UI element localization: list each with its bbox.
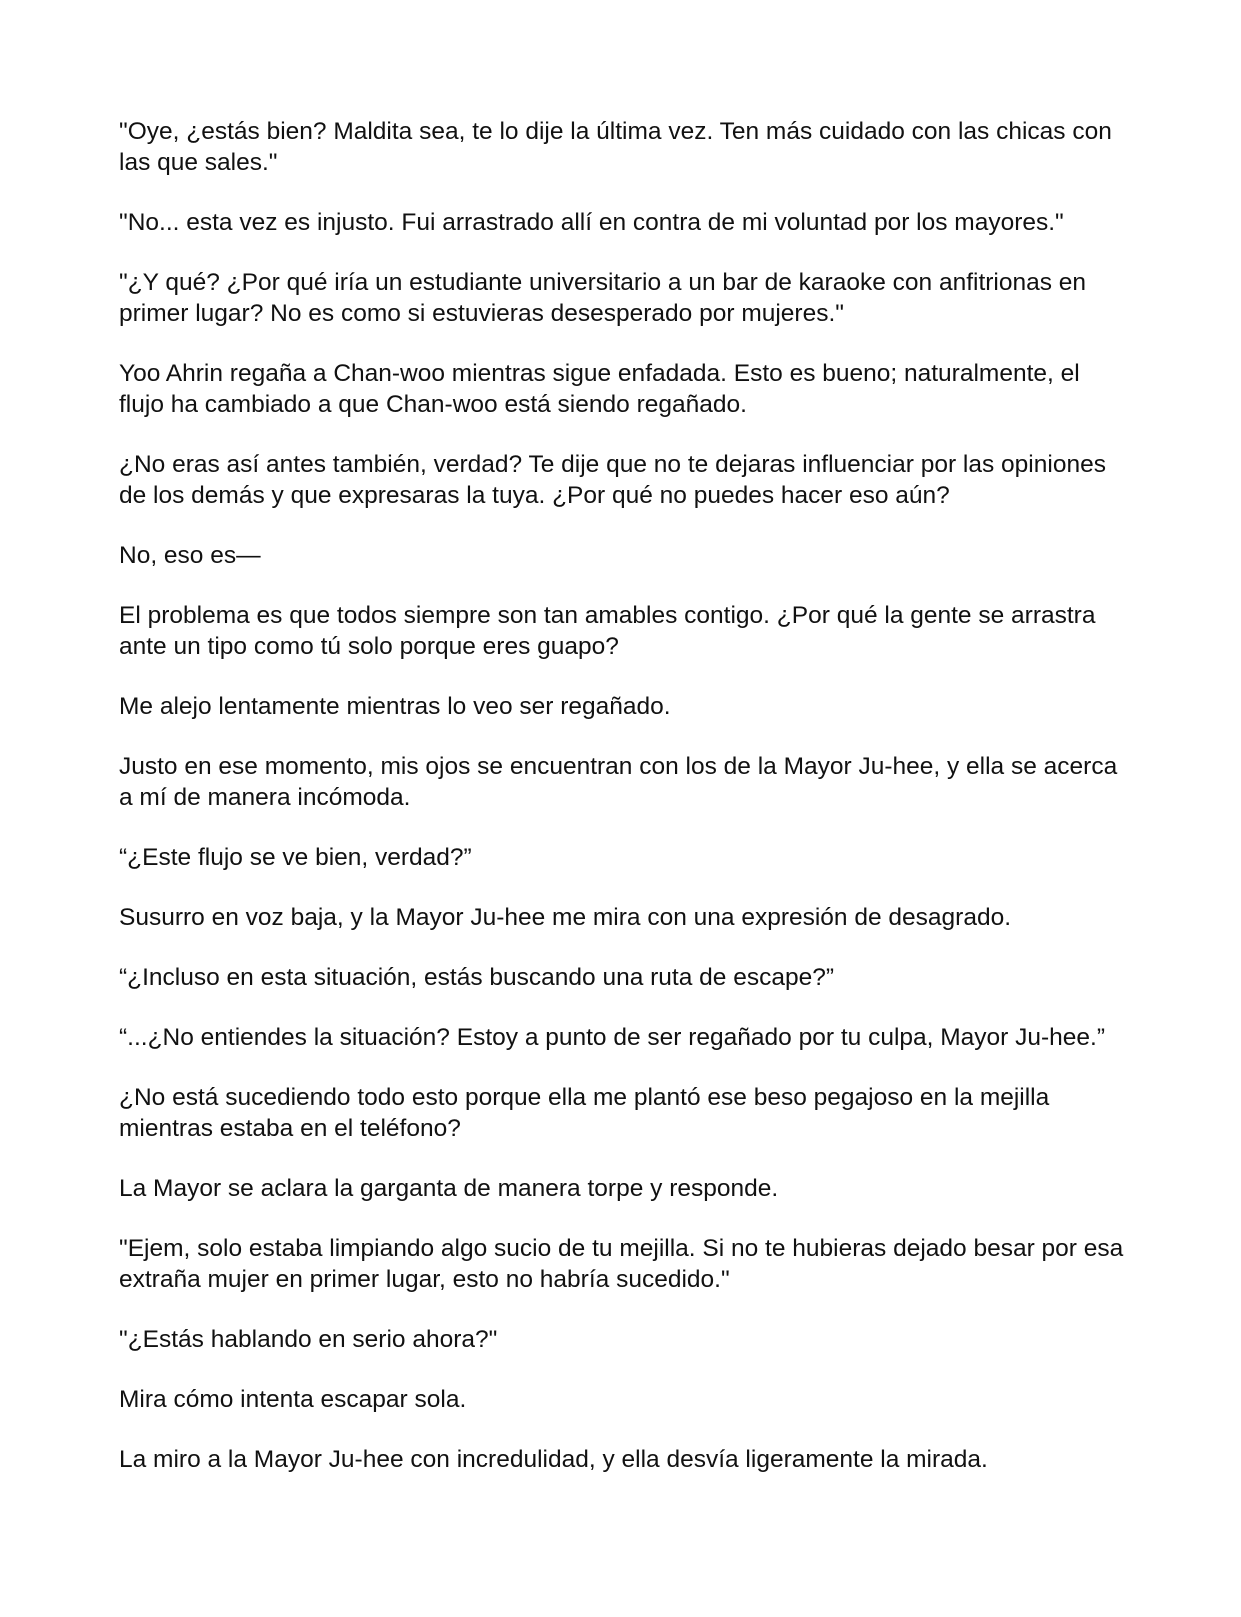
paragraph: ¿No está sucediendo todo esto porque ella me plantó ese beso pegajoso en la mejilla mientras estaba en el teléfono?	[119, 1084, 1050, 1142]
paragraph: "¿Y qué? ¿Por qué iría un estudiante universitario a un bar de karaoke con anfitrionas en primer lugar? No es como si estuvieras desesperado por mujeres."	[119, 269, 1087, 327]
paragraph: Justo en ese momento, mis ojos se encuentran con los de la Mayor Ju-hee, y ella se acerca a mí de manera incómoda.	[119, 753, 1118, 811]
paragraph: La miro a la Mayor Ju-hee con incredulidad, y ella desvía ligeramente la mirada.	[119, 1446, 988, 1473]
body-text	[119, 116, 1129, 1504]
paragraph: No, eso es—	[119, 542, 261, 569]
paragraph: ¿No eras así antes también, verdad? Te dije que no te dejaras influenciar por las opiniones de los demás y que expresaras la tuya. ¿Por qué no puedes hacer eso aún?	[119, 451, 1106, 509]
paragraph: Mira cómo intenta escapar sola.	[119, 1386, 467, 1413]
paragraph: Me alejo lentamente mientras lo veo ser regañado.	[119, 693, 671, 720]
paragraph: La Mayor se aclara la garganta de manera torpe y responde.	[119, 1175, 779, 1202]
paragraph: “...¿No entiendes la situación? Estoy a punto de ser regañado por tu culpa, Mayor Ju-hee.”	[119, 1024, 1106, 1051]
paragraph: “¿Incluso en esta situación, estás buscando una ruta de escape?”	[119, 964, 835, 991]
paragraph: "No... esta vez es injusto. Fui arrastrado allí en contra de mi voluntad por los mayores."	[119, 209, 1064, 236]
paragraph: El problema es que todos siempre son tan amables contigo. ¿Por qué la gente se arrastra ante un tipo como tú solo porque eres guapo?	[119, 602, 1096, 660]
paragraph: “¿Este flujo se ve bien, verdad?”	[119, 844, 472, 871]
paragraph: Susurro en voz baja, y la Mayor Ju-hee me mira con una expresión de desagrado.	[119, 904, 1012, 931]
paragraph: Yoo Ahrin regaña a Chan-woo mientras sigue enfadada. Esto es bueno; naturalmente, el flujo ha cambiado a que Chan-woo está siendo regañado.	[119, 360, 1080, 418]
paragraph: "¿Estás hablando en serio ahora?"	[119, 1326, 498, 1353]
paragraph: "Ejem, solo estaba limpiando algo sucio de tu mejilla. Si no te hubieras dejado besar por esa extraña mujer en primer lugar, esto no habría sucedido."	[119, 1235, 1124, 1293]
paragraph: "Oye, ¿estás bien? Maldita sea, te lo dije la última vez. Ten más cuidado con las chicas con las que sales."	[119, 118, 1112, 176]
